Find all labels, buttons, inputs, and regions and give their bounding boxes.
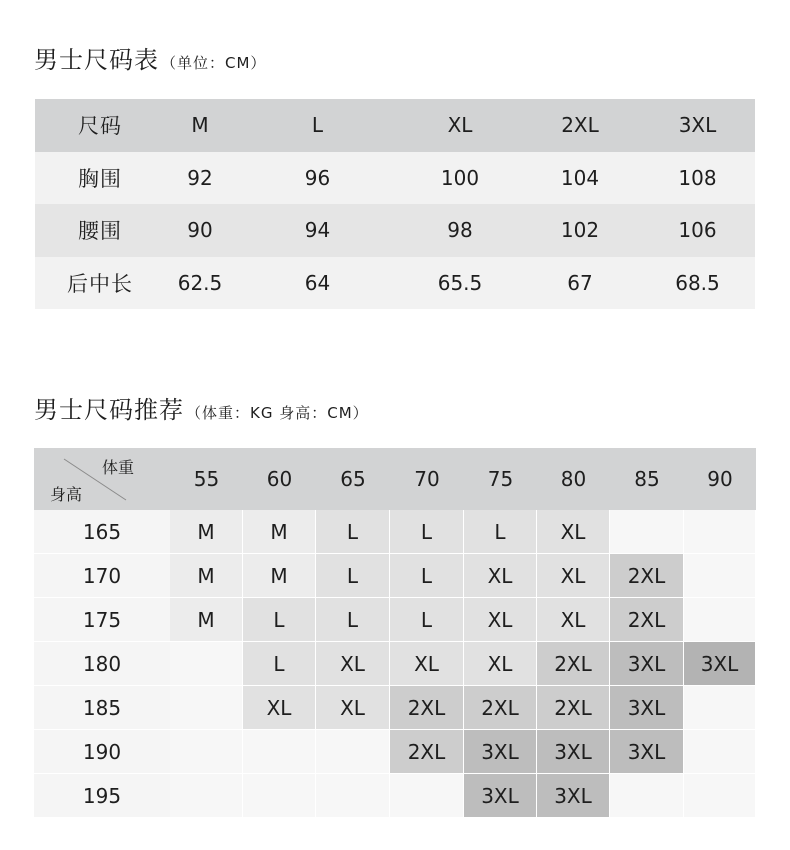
- height-row-label: 195: [34, 774, 170, 818]
- header-cell: XL: [400, 99, 520, 152]
- table-row: [35, 152, 755, 205]
- empty-cell: [170, 774, 243, 818]
- header-cell: M: [165, 99, 235, 152]
- size-cell: 3XL: [610, 642, 684, 686]
- height-row-label: 190: [34, 730, 170, 774]
- weight-column-header: 70: [414, 467, 440, 491]
- weight-axis-label: 体重: [102, 458, 135, 477]
- size-cell: XL: [243, 686, 316, 730]
- table-row: [35, 204, 755, 257]
- size-cell: XL: [537, 554, 610, 598]
- size-cell: XL: [464, 554, 537, 598]
- empty-cell: [170, 686, 243, 730]
- empty-cell: [684, 686, 756, 730]
- table-cell: 65.5: [400, 257, 520, 310]
- height-row-label: 180: [34, 642, 170, 686]
- size-cell: L: [243, 598, 316, 642]
- size-cell: 3XL: [537, 730, 610, 774]
- empty-cell: [243, 730, 316, 774]
- size-cell: XL: [316, 642, 390, 686]
- weight-column-header: 80: [560, 467, 587, 491]
- weight-column-header: 65: [340, 467, 366, 491]
- table-cell: 64: [235, 257, 400, 310]
- corner-cell: [34, 448, 170, 510]
- size-cell: L: [464, 510, 537, 554]
- size-cell: L: [316, 554, 390, 598]
- weight-column-header: 85: [634, 467, 660, 491]
- size-cell: 2XL: [537, 642, 610, 686]
- size-chart-table: [35, 99, 755, 309]
- size-chart-title-text: 男士尺码表: [34, 46, 159, 74]
- size-cell: XL: [464, 642, 537, 686]
- size-cell: M: [170, 598, 243, 642]
- size-cell: XL: [537, 598, 610, 642]
- table-row: [35, 257, 755, 310]
- size-cell: M: [243, 554, 316, 598]
- size-cell: 2XL: [610, 554, 684, 598]
- header-cell: 2XL: [520, 99, 640, 152]
- size-cell: XL: [390, 642, 464, 686]
- recommendation-title: [34, 390, 369, 425]
- table-cell: 94: [235, 204, 400, 257]
- table-cell: 62.5: [165, 257, 235, 310]
- height-row-label: 170: [34, 554, 170, 598]
- size-cell: L: [390, 554, 464, 598]
- empty-cell: [610, 774, 684, 818]
- size-cell: L: [243, 642, 316, 686]
- table-cell: 68.5: [640, 257, 755, 310]
- weight-column-header: 90: [707, 467, 733, 491]
- table-cell: 67: [520, 257, 640, 310]
- size-cell: M: [243, 510, 316, 554]
- table-cell: 92: [165, 152, 235, 205]
- table-cell: 90: [165, 204, 235, 257]
- size-cell: 2XL: [610, 598, 684, 642]
- size-cell: 3XL: [537, 774, 610, 818]
- header-cell: 尺码: [35, 99, 165, 152]
- empty-cell: [316, 730, 390, 774]
- size-cell: XL: [316, 686, 390, 730]
- size-cell: L: [316, 598, 390, 642]
- height-row-label: 165: [34, 510, 170, 554]
- table-cell: 96: [235, 152, 400, 205]
- empty-cell: [684, 730, 756, 774]
- weight-column-header: 60: [266, 467, 293, 491]
- empty-cell: [610, 510, 684, 554]
- recommendation-unit: （体重：KG 身高：CM）: [186, 404, 369, 422]
- empty-cell: [684, 598, 756, 642]
- size-cell: 3XL: [610, 730, 684, 774]
- size-cell: 2XL: [390, 686, 464, 730]
- size-cell: L: [390, 598, 464, 642]
- size-cell: XL: [537, 510, 610, 554]
- header-cell: 3XL: [640, 99, 755, 152]
- size-cell: M: [170, 554, 243, 598]
- recommendation-title-text: 男士尺码推荐: [34, 396, 184, 424]
- table-cell: 108: [640, 152, 755, 205]
- table-cell: 104: [520, 152, 640, 205]
- size-cell: 3XL: [464, 730, 537, 774]
- size-cell: L: [316, 510, 390, 554]
- empty-cell: [243, 774, 316, 818]
- table-cell: 102: [520, 204, 640, 257]
- height-row-label: 185: [34, 686, 170, 730]
- size-cell: 3XL: [684, 642, 756, 686]
- size-cell: M: [170, 510, 243, 554]
- size-cell: 2XL: [464, 686, 537, 730]
- height-axis-label: 身高: [50, 485, 83, 504]
- size-chart-title: [34, 40, 266, 75]
- size-cell: XL: [464, 598, 537, 642]
- weight-column-header: 55: [193, 467, 220, 491]
- row-label: 胸围: [35, 152, 165, 205]
- empty-cell: [316, 774, 390, 818]
- weight-column-header: 75: [487, 467, 514, 491]
- size-cell: 3XL: [464, 774, 537, 818]
- size-cell: 3XL: [610, 686, 684, 730]
- table-cell: 100: [400, 152, 520, 205]
- row-label: 腰围: [35, 204, 165, 257]
- header-cell: L: [235, 99, 400, 152]
- empty-cell: [390, 774, 464, 818]
- empty-cell: [684, 774, 756, 818]
- size-cell: 2XL: [390, 730, 464, 774]
- height-row-label: 175: [34, 598, 170, 642]
- size-chart-unit: （单位：CM）: [161, 54, 267, 72]
- table-cell: 98: [400, 204, 520, 257]
- size-cell: 2XL: [537, 686, 610, 730]
- size-cell: L: [390, 510, 464, 554]
- size-chart-header-row: [35, 99, 755, 152]
- table-cell: 106: [640, 204, 755, 257]
- empty-cell: [684, 554, 756, 598]
- empty-cell: [170, 730, 243, 774]
- empty-cell: [684, 510, 756, 554]
- row-label: 后中长: [35, 257, 165, 310]
- empty-cell: [170, 642, 243, 686]
